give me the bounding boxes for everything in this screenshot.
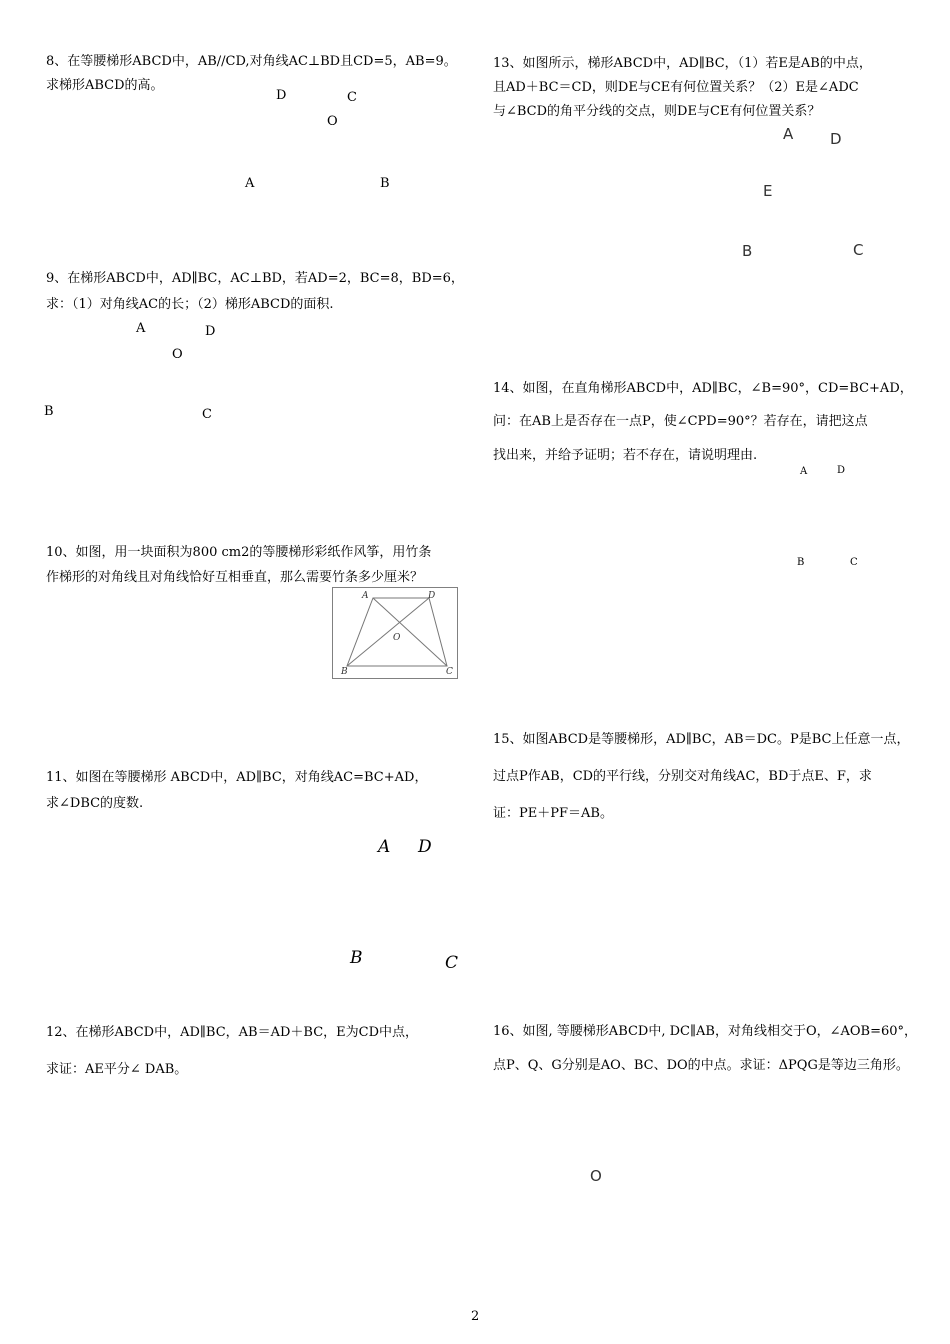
page-number: 2: [471, 1309, 480, 1324]
label-o: O: [327, 114, 338, 129]
problem-13-line3: 与∠BCD的角平分线的交点，则DE与CE有何位置关系？: [493, 104, 821, 119]
fig-label-b: B: [341, 667, 348, 677]
label-a: A: [378, 837, 391, 857]
problem-15-line1: 15、如图ABCD是等腰梯形，AD∥BC，AB＝DC。P是BC上任意一点，: [493, 732, 910, 747]
problem-12-line2: 求证：AE平分∠ DAB。: [46, 1062, 188, 1077]
label-o: O: [590, 1167, 602, 1185]
problem-10-line2: 作梯形的对角线且对角线恰好互相垂直，那么需要竹条多少厘米？: [46, 570, 424, 585]
problem-8-line2: 求梯形ABCD的高。: [46, 78, 164, 93]
problem-13-line1: 13、如图所示，梯形ABCD中，AD∥BC，（1）若E是AB的中点，: [493, 56, 872, 71]
fig-label-d: D: [428, 591, 436, 601]
label-d: D: [205, 324, 216, 339]
label-a: A: [136, 321, 146, 336]
label-o: O: [172, 347, 183, 362]
problem-16-line1: 16、如图, 等腰梯形ABCD中, DC∥AB，对角线相交于O，∠AOB=60°，: [493, 1024, 918, 1039]
problem-11-line2: 求∠DBC的度数.: [46, 796, 144, 811]
problem-12-line1: 12、在梯形ABCD中，AD∥BC，AB＝AD＋BC，E为CD中点，: [46, 1025, 419, 1040]
problem-10-line1: 10、如图，用一块面积为800 cm2的等腰梯形彩纸作风筝，用竹条: [46, 545, 432, 560]
label-a: A: [800, 466, 808, 477]
label-b: B: [380, 176, 390, 191]
problem-14-line3: 找出来，并给予证明；若不存在，请说明理由.: [493, 448, 758, 463]
fig-label-a: A: [362, 591, 369, 601]
problem-10-trapezoid-figure: [332, 587, 458, 679]
label-c: C: [202, 407, 212, 422]
problem-11-line1: 11、如图在等腰梯形 ABCD中，AD∥BC，对角线AC=BC+AD，: [46, 770, 428, 785]
label-b: B: [350, 948, 363, 968]
problem-15-line2: 过点P作AB，CD的平行线，分别交对角线AC，BD于点E、F，求: [493, 769, 872, 784]
trapezoid-outline: [347, 598, 447, 666]
label-c: C: [347, 90, 357, 105]
label-c: C: [850, 557, 858, 568]
label-b: B: [44, 404, 54, 419]
label-a: A: [783, 125, 794, 143]
fig-label-c: C: [446, 667, 453, 677]
label-b: B: [742, 242, 753, 260]
fig-label-o: O: [393, 633, 401, 643]
label-d: D: [837, 465, 846, 476]
trapezoid-diagram: [333, 588, 457, 678]
label-b: B: [797, 557, 805, 568]
problem-16-line2: 点P、Q、G分别是AO、BC、DO的中点。求证：ΔPQG是等边三角形。: [493, 1058, 909, 1073]
label-d: D: [418, 837, 432, 857]
problem-9-line1: 9、在梯形ABCD中，AD∥BC，AC⊥BD，若AD=2，BC=8，BD=6，: [46, 271, 464, 286]
label-d: D: [276, 88, 287, 103]
problem-8-line1: 8、在等腰梯形ABCD中，AB//CD,对角线AC⊥BD且CD=5，AB=9。: [46, 54, 457, 69]
diagonal-bd: [347, 598, 429, 666]
problem-13-line2: 且AD＋BC＝CD，则DE与CE有何位置关系？（2）E是∠ADC: [493, 80, 859, 95]
problem-9-line2: 求：（1）对角线AC的长；（2）梯形ABCD的面积.: [46, 297, 334, 312]
label-c: C: [445, 953, 459, 973]
label-c: C: [853, 241, 864, 259]
label-d: D: [830, 130, 842, 148]
label-a: A: [245, 176, 255, 191]
label-e: E: [763, 182, 773, 200]
problem-15-line3: 证：PE＋PF＝AB。: [493, 806, 613, 821]
problem-14-line2: 问：在AB上是否存在一点P，使∠CPD=90°？若存在，请把这点: [493, 414, 868, 429]
problem-14-line1: 14、如图，在直角梯形ABCD中，AD∥BC，∠B=90°，CD=BC+AD，: [493, 381, 913, 396]
diagonal-ac: [373, 598, 447, 666]
